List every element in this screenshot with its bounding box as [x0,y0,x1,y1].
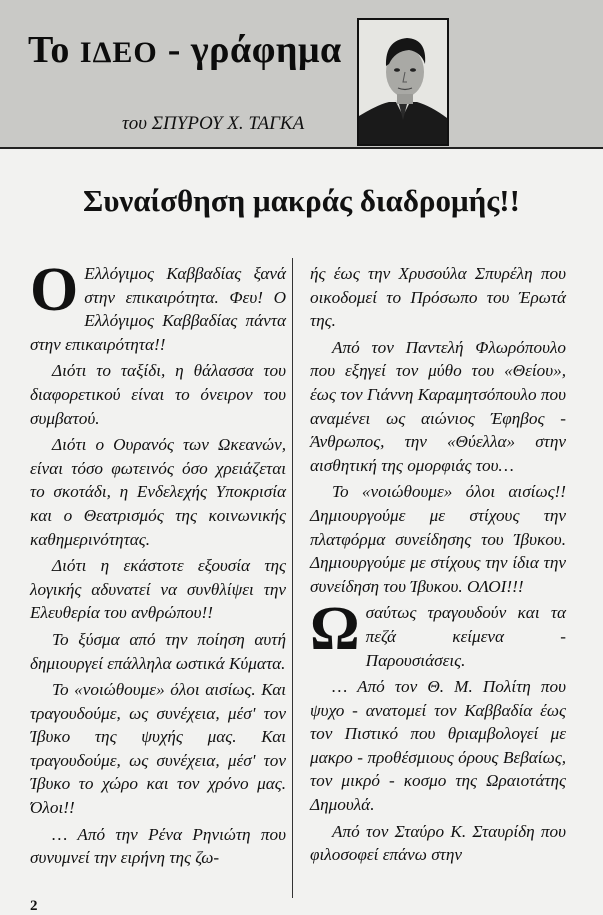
paragraph: Διότι η εκάστοτε εξουσία της λογικής αδυνατεί να συνθλίψει την Ελευθερία του ανθρώπου!! [30,556,286,623]
column-title-part3: - γράφημα [157,29,342,71]
paragraph-text: σαύτως τραγουδούν και τα πεζά κείμενα - Παρουσιάσεις. [365,603,566,670]
drop-cap: Ω [310,595,360,664]
column-divider [292,258,293,898]
paragraph [310,595,566,672]
column-title-part1: Το [28,29,80,71]
paragraph: … Από την Ρένα Ρηνιώτη που συνυμνεί την ειρήνη της ζω- [30,824,286,868]
paragraph: Διότι το ταξίδι, η θάλασσα του διαφορετικού είναι το όνειρον του συμβατού. [30,361,286,428]
paragraph: Από τον Σταύρο Κ. Σταυρίδη που φιλοσοφεί επάνω στην [310,821,566,865]
article-column-right [310,262,566,870]
article-column-left [30,256,286,873]
header-divider [0,147,603,149]
paragraph: … Από τον Θ. Μ. Πολίτη που ψυχο - ανατομεί τον Καββαδία έως τον Πιστικό που θριαμβολογεί με μακρο - προθέσμιους όρους Βεβαίως, τον μικρό - κοσμο της Ωραιοτάτης Δημουλά. [310,677,566,815]
article-title: Συναίσθηση μακράς διαδρομής!! [83,183,520,218]
column-title [28,28,342,72]
author-byline: του ΣΠΥΡΟΥ Χ. ΤΑΓΚΑ [122,113,305,134]
paragraph: Το «νοιώθουμε» όλοι αισίως. Και τραγουδούμε, ως συνέχεια, μέσ' τον Ίβυκο της ψυχής μας. Και τραγουδούμε, ως συνέχεια, μέσ' τον Ίβυκο το χώρο και τον χρόνο μας. Όλοι!! [30,680,286,818]
paragraph: Από τον Παντελή Φλωρόπουλο που εξηγεί τον μύθο του «Θείου», έως τον Γιάννη Καραμητσόπουλο που αναμένει ως αιώνιος Έφηβος - Άνθρωπος, την «Θύελλα» στην αισθητική της ομορφιάς του… [310,337,566,475]
paragraph-text: Ελλόγιμος Καββαδίας ξανά στην επικαιρότητα. Φευ! Ο Ελλόγιμος Καββαδίας πάντα στην επικαιρότητα!! [30,264,286,354]
author-photo [357,18,449,146]
column-title-part2: IΔEO [79,36,158,69]
paragraph: Το ξύσμα από την ποίηση αυτή δημιουργεί επάλληλα ωστικά Κύματα. [30,629,286,673]
paragraph: Διότι ο Ουρανός των Ωκεανών, είναι τόσο φωτεινός όσο χρειάζεται το σκοτάδι, η Ενδελεχής Υποκρισία και ο Θεατρισμός της κοινωνικής καθημερινότητας. [30,435,286,549]
paragraph [30,256,286,356]
paragraph: ής έως την Χρυσούλα Σπυρέλη που οικοδομεί το Πρόσωπο του Έρωτά της. [310,264,566,331]
page-number: 2 [30,898,38,914]
drop-cap: Ο [30,256,79,324]
paragraph: Το «νοιώθουμε» όλοι αισίως!! Δημιουργούμε με στίχους την πλατφόρμα συνείδησης του Ίβυκου. Δημιουργούμε με στίχους την ίδια την συνείδηση του Ίβυκου. ΟΛΟΙ!!! [310,482,566,596]
author-portrait-image [359,20,447,144]
